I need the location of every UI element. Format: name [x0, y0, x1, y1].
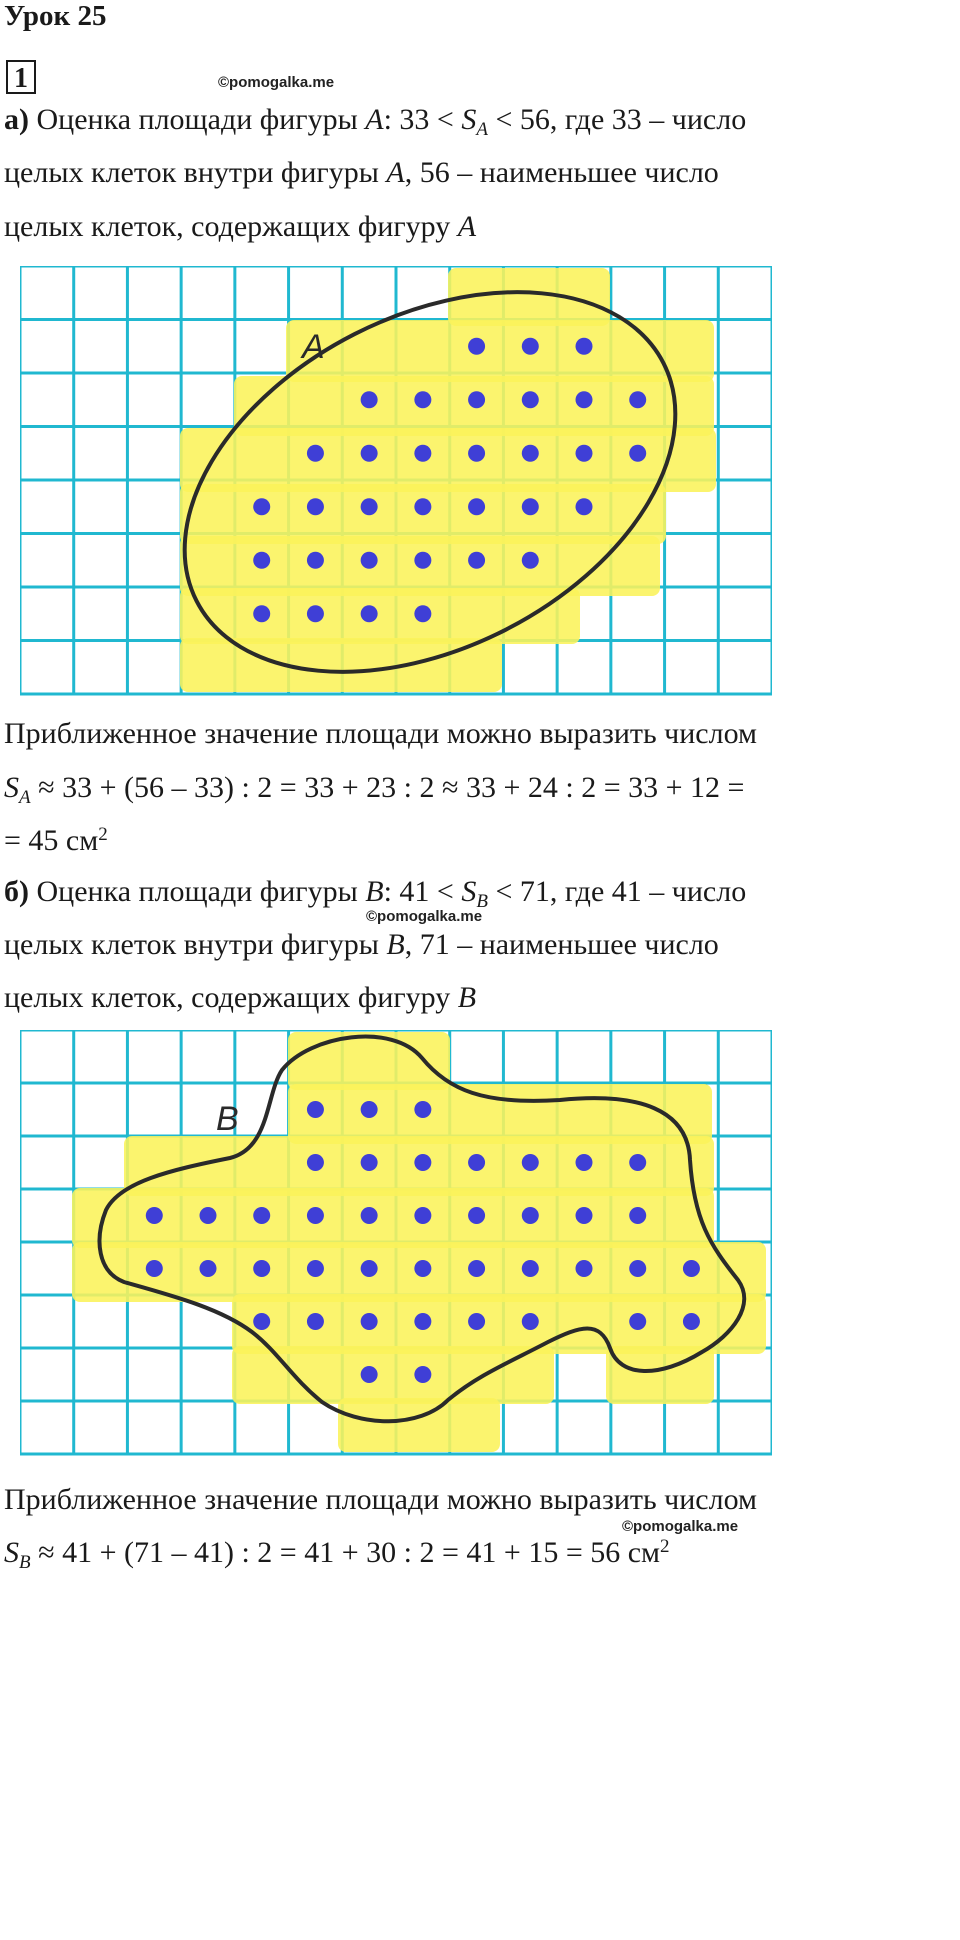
figure-a-highlight	[180, 268, 716, 692]
grid-dot	[414, 498, 431, 515]
grid-dot	[576, 498, 593, 515]
part-a-line3-pre: целых клеток, содержащих фигуру	[4, 210, 458, 243]
grid-dot	[361, 391, 378, 408]
grid-dot	[307, 552, 324, 569]
part-b-fig-letter: B	[365, 875, 384, 908]
grid-dot	[468, 391, 485, 408]
part-a-line2-post: , 56 – наименьшее число	[404, 156, 719, 189]
grid-dot	[629, 445, 646, 462]
grid-dot	[468, 1260, 485, 1277]
grid-dot	[361, 1260, 378, 1277]
part-a-line1-post: < 56, где 33 – число	[487, 103, 747, 136]
grid-dot	[522, 1207, 539, 1224]
part-b-fig-letter-3: B	[457, 981, 477, 1014]
grid-dot	[468, 552, 485, 569]
grid-dot	[522, 1313, 539, 1330]
part-a-line-1	[4, 103, 746, 141]
lesson-title: Урок 25	[4, 0, 107, 32]
figure-b-label: B	[216, 1100, 239, 1138]
grid-dot	[361, 1366, 378, 1383]
part-b-label: б)	[4, 875, 29, 908]
grid-dot	[361, 445, 378, 462]
grid-dot	[253, 605, 270, 622]
grid-dot	[629, 1313, 646, 1330]
part-a-fig-letter: A	[365, 103, 384, 136]
grid-dot	[576, 1260, 593, 1277]
grid-dot	[146, 1260, 163, 1277]
grid-dot	[361, 1313, 378, 1330]
grid-dot	[468, 1154, 485, 1171]
part-b-formula	[4, 1536, 670, 1574]
grid-dot	[683, 1313, 700, 1330]
grid-dot	[576, 1154, 593, 1171]
grid-dot	[468, 338, 485, 355]
grid-dot	[629, 1154, 646, 1171]
watermark-middle: ©pomogalka.me	[366, 908, 483, 925]
part-a-label: а)	[4, 103, 29, 136]
part-a-S-sub: A	[476, 119, 488, 140]
grid-dot	[253, 1207, 270, 1224]
grid-dot	[414, 391, 431, 408]
part-a-exp: 2	[98, 824, 108, 845]
grid-dot	[522, 498, 539, 515]
part-a-formula	[4, 771, 744, 809]
grid-dot	[307, 1260, 324, 1277]
grid-dot	[361, 552, 378, 569]
grid-dot	[414, 1101, 431, 1118]
grid-dot	[576, 445, 593, 462]
grid-dot	[361, 605, 378, 622]
grid-dot	[522, 552, 539, 569]
part-a-formula-sub: A	[19, 787, 31, 808]
figure-b-grid	[20, 1030, 772, 1456]
part-b-line1-pre: Оценка площади фигуры	[36, 875, 366, 908]
grid-dot	[522, 338, 539, 355]
grid-dot	[414, 1260, 431, 1277]
grid-dot	[576, 391, 593, 408]
part-b-formula-S: S	[4, 1536, 19, 1569]
grid-dot	[468, 1207, 485, 1224]
grid-dot	[146, 1207, 163, 1224]
grid-dot	[468, 498, 485, 515]
grid-dot	[253, 498, 270, 515]
grid-dot	[414, 605, 431, 622]
part-a-line-3	[4, 210, 476, 244]
grid-dot	[683, 1260, 700, 1277]
part-a-fig-letter-3: A	[457, 210, 477, 243]
part-b-S: S	[461, 875, 477, 908]
grid-dot	[253, 1260, 270, 1277]
part-b-line1-mid: : 41 <	[383, 875, 462, 908]
grid-dot	[522, 1260, 539, 1277]
grid-dot	[522, 1154, 539, 1171]
part-a-formula-S: S	[4, 771, 19, 804]
part-b-line1-post: < 71, где 41 – число	[487, 875, 747, 908]
part-a-result-intro: Приближенное значение площади можно выразить числом	[4, 717, 758, 750]
part-a-formula-end	[4, 824, 108, 858]
figure-a-grid	[20, 266, 772, 696]
grid-dot	[253, 1313, 270, 1330]
grid-dot	[414, 1207, 431, 1224]
grid-dot	[307, 1207, 324, 1224]
part-b-line2-post: , 71 – наименьшее число	[404, 928, 719, 961]
figure-a-label: A	[302, 328, 325, 366]
grid-dot	[361, 1154, 378, 1171]
grid-dot	[522, 445, 539, 462]
part-b-line3-pre: целых клеток, содержащих фигуру	[4, 981, 458, 1014]
part-b-S-sub: B	[476, 891, 488, 912]
grid-dot	[414, 1366, 431, 1383]
grid-dot	[307, 445, 324, 462]
grid-dot	[629, 391, 646, 408]
grid-dot	[414, 1154, 431, 1171]
part-b-result-intro: Приближенное значение площади можно выразить числом	[4, 1483, 758, 1516]
grid-dot	[307, 1154, 324, 1171]
grid-dot	[414, 1313, 431, 1330]
part-b-fig-letter-2: B	[386, 928, 405, 961]
grid-dot	[414, 445, 431, 462]
part-b-line-3	[4, 981, 476, 1015]
grid-dot	[361, 498, 378, 515]
grid-dot	[414, 552, 431, 569]
grid-dot	[576, 1207, 593, 1224]
part-a-line-2	[4, 156, 719, 190]
grid-dot	[522, 391, 539, 408]
part-b-formula-rest: ≈ 41 + (71 – 41) : 2 = 41 + 30 : 2 = 41 + 15 = 56 см	[30, 1536, 661, 1569]
part-a-line1-pre: Оценка площади фигуры	[36, 103, 366, 136]
task-number-box: 1	[6, 60, 36, 94]
grid-dot	[576, 338, 593, 355]
grid-dot	[629, 1207, 646, 1224]
watermark-bottom: ©pomogalka.me	[622, 1518, 739, 1535]
grid-dot	[629, 1260, 646, 1277]
grid-dot	[307, 605, 324, 622]
part-a-S: S	[461, 103, 477, 136]
watermark-top: ©pomogalka.me	[218, 74, 335, 91]
grid-dot	[307, 1313, 324, 1330]
part-a-formula-end-text: = 45 см	[4, 824, 99, 857]
grid-dot	[468, 445, 485, 462]
grid-dot	[361, 1207, 378, 1224]
grid-dot	[200, 1207, 217, 1224]
grid-dot	[307, 498, 324, 515]
part-b-formula-sub: B	[19, 1552, 31, 1573]
part-a-fig-letter-2: A	[386, 156, 405, 189]
part-a-line2-pre: целых клеток внутри фигуры	[4, 156, 387, 189]
figure-b-highlight	[72, 1032, 766, 1452]
part-b-exp: 2	[660, 1536, 670, 1557]
grid-dot	[307, 1101, 324, 1118]
grid-dot	[468, 1313, 485, 1330]
part-a-formula-rest: ≈ 33 + (56 – 33) : 2 = 33 + 23 : 2 ≈ 33 + 24 : 2 = 33 + 12 =	[30, 771, 745, 804]
part-a-line1-mid: : 33 <	[383, 103, 462, 136]
part-b-line-2	[4, 928, 719, 962]
grid-dot	[200, 1260, 217, 1277]
grid-dot	[253, 552, 270, 569]
part-b-line2-pre: целых клеток внутри фигуры	[4, 928, 387, 961]
grid-dot	[361, 1101, 378, 1118]
